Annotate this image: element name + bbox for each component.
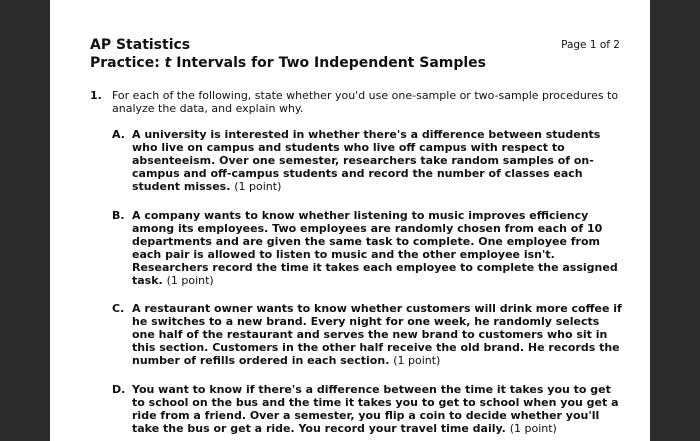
part-a-letter: A.: [112, 128, 125, 141]
practice-t-symbol: t: [164, 55, 172, 71]
document-header: [90, 36, 620, 72]
part-c-points: (1 point): [393, 354, 441, 367]
practice-prefix: Practice:: [90, 55, 165, 71]
part-d-points: (1 point): [509, 422, 557, 435]
part-b-points: (1 point): [166, 274, 214, 287]
document-page: [50, 0, 650, 441]
question-1: [90, 89, 630, 115]
practice-title-rest: Intervals for Two Independent Samples: [171, 55, 487, 71]
page-indicator: Page 1 of 2: [561, 39, 620, 51]
part-a-body: [132, 128, 622, 193]
part-c-body: [132, 302, 622, 367]
part-b-letter: B.: [112, 209, 125, 222]
part-b-body: [132, 209, 622, 287]
part-c: [112, 302, 622, 367]
part-b-text: A company wants to know whether listening to music improves efficiency among its employees. Two employees are randomly chosen from each of 10 departments and are given the same task to complete. One employee from each pair is allowed to listen to music and the other employee isn't. Researchers record the time it takes each employee to complete the assigned task.: [132, 209, 618, 287]
part-a-text: A university is interested in whether there's a difference between students who live on campus and students who live off campus with respect to absenteeism. Over one semester, researchers take random samples of on-campus and off-campus students and record the number of classes each student misses.: [132, 128, 601, 193]
part-d-body: [132, 383, 622, 435]
part-a: [112, 128, 622, 193]
part-c-letter: C.: [112, 302, 125, 315]
part-d-letter: D.: [112, 383, 126, 396]
course-title: AP Statistics: [90, 37, 191, 53]
question-1-text: For each of the following, state whether you'd use one-sample or two-sample procedures to analyze the data, and explain why.: [112, 89, 619, 115]
part-b: [112, 209, 622, 287]
part-c-text: A restaurant owner wants to know whether customers will drink more coffee if he switches to a new brand. Every night for one week, he randomly selects one half of the restaurant and serves the new brand to customers who sit in this section. Customers in the other half receive the old brand. He records the number of refills ordered in each section.: [132, 302, 622, 367]
part-d: [112, 383, 622, 435]
question-1-number: 1.: [90, 89, 102, 102]
practice-title: [90, 54, 620, 72]
part-d-text: You want to know if there's a difference between the time it takes you to get to school on the bus and the time it takes you to get to school when you get a ride from a friend. Over a semester, you flip a coin to decide whether you'll take the bus or get a ride. You record your travel time daily.: [132, 383, 619, 435]
part-a-points: (1 point): [234, 180, 282, 193]
